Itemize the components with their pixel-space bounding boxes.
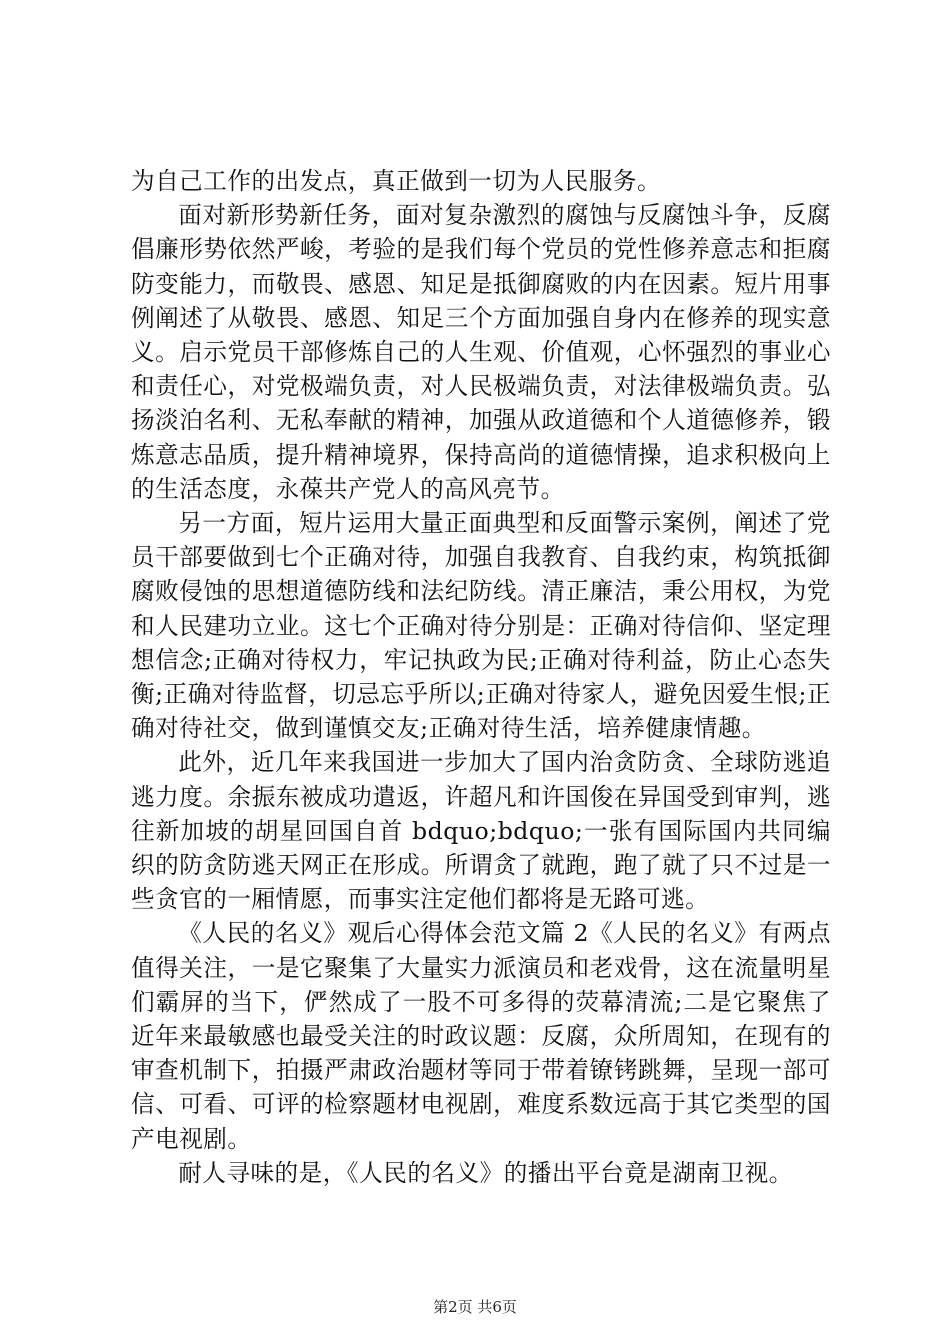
- page-number-footer: 第2页 共6页: [433, 1298, 517, 1316]
- paragraph-broadcast-platform: 耐人寻味的是，《人民的名义》的播出平台竟是湖南卫视。: [178, 1158, 793, 1187]
- paragraph-fugitive-pursuit: 此外，近几年来我国进一步加大了国内治贪防贪、全球防逃追逃力度。余振东被成功遣返，许超凡和许国俊在异国受到审判，逃往新加坡的胡星回国自首 bdquo;bdquo;一张有国际国内共同编织的防贪防逃天网正在形成。所谓贪了就跑，跑了就了只不过是一些贪官的一厢情愿，而事实注定他们都将是无路可逃。: [131, 748, 831, 914]
- document-body: [131, 164, 831, 1190]
- paragraph-anti-corruption: 面对新形势新任务，面对复杂激烈的腐蚀与反腐蚀斗争，反腐倡廉形势依然严峻，考验的是我们每个党员的党性修养意志和拒腐防变能力，而敬畏、感恩、知足是抵御腐败的内在因素。短片用事例阐述了从敬畏、感恩、知足三个方面加强自身内在修养的现实意义。启示党员干部修炼自己的人生观、价值观，心怀强烈的事业心和责任心，对党极端负责，对人民极端负责，对法律极端负责。弘扬淡泊名利、无私奉献的精神，加强从政道德和个人道德修养，锻炼意志品质，提升精神境界，保持高尚的道德情操，追求积极向上的生活态度，永葆共产党人的高风亮节。: [131, 201, 831, 503]
- paragraph-seven-correct-attitudes: 另一方面，短片运用大量正面典型和反面警示案例，阐述了党员干部要做到七个正确对待，加强自我教育、自我约束，构筑抵御腐败侵蚀的思想道德防线和法纪防线。清正廉洁，秉公用权，为党和人民建功立业。这七个正确对待分别是：正确对待信仰、坚定理想信念;正确对待权力，牢记执政为民;正确对待利益，防止心态失衡;正确对待监督，切忌忘乎所以;正确对待家人，避免因爱生恨;正确对待社交，做到谨慎交友;正确对待生活，培养健康情趣。: [131, 509, 831, 743]
- paragraph-essay-two: 《人民的名义》观后心得体会范文篇 2《人民的名义》有两点值得关注，一是它聚集了大量实力派演员和老戏骨，这在流量明星们霸屏的当下，俨然成了一股不可多得的荧幕清流;二是它聚焦了近年来最敏感也最受关注的时政议题：反腐，众所周知，在现有的审查机制下，拍摄严肃政治题材等同于带着镣铐跳舞，呈现一部可信、可看、可评的检察题材电视剧，难度系数远高于其它类型的国产电视剧。: [131, 919, 831, 1153]
- paragraph-continuation: 为自己工作的出发点，真正做到一切为人民服务。: [131, 167, 662, 195]
